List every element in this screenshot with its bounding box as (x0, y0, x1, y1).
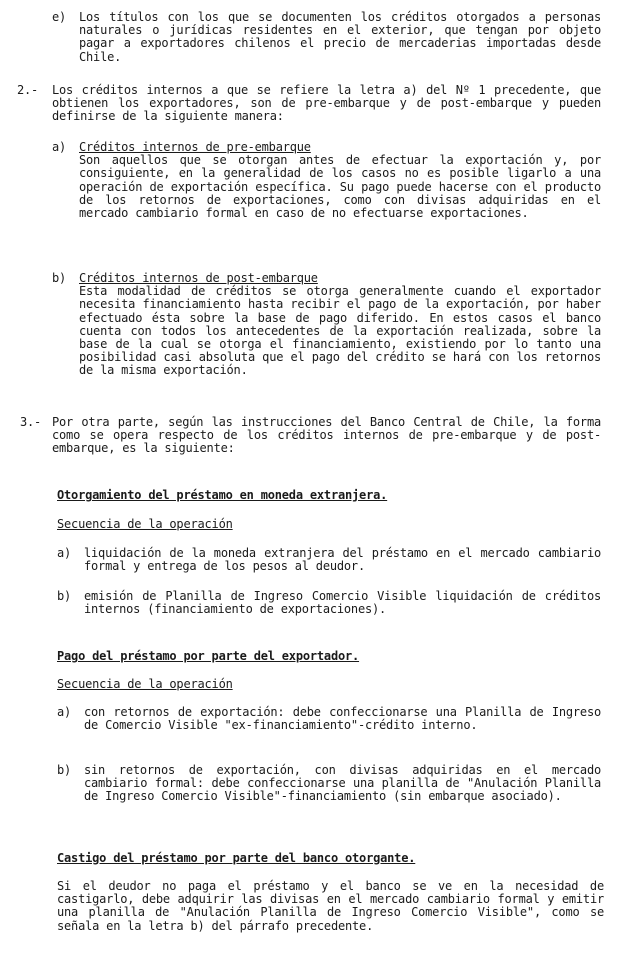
otorgamiento-item-b-text: emisión de Planilla de Ingreso Comercio Visible liquidación de créditos internos (financiamiento de exportaciones). (84, 589, 601, 617)
otorgamiento-item-a-text: liquidación de la moneda extranjera del préstamo en el mercado cambiario formal y entrega de los pesos al deudor. (84, 546, 601, 574)
item-e (52, 11, 601, 64)
pago-subheading: Secuencia de la operación (57, 677, 233, 691)
pago-item-a-text: con retornos de exportación: debe confeccionarse una Planilla de Ingreso de Comercio Visible "ex-financiamiento"-crédito interno. (84, 705, 601, 733)
pago-item-b-text: sin retornos de exportación, con divisas adquiridas en el mercado cambiario formal: debe confeccionarse una planilla de "Anulación Planilla de Ingreso Comercio Visible"-financiamiento (sin embarque asociado). (84, 763, 601, 804)
otorgamiento-subheading: Secuencia de la operación (57, 517, 233, 531)
section-2 (17, 84, 601, 124)
pago-item-b (57, 764, 601, 804)
item-e-marker: e) (52, 10, 67, 24)
section-2-text: Los créditos internos a que se refiere la letra a) del Nº 1 precedente, que obtienen los exportadores, son de pre-embarque y de post-embarque y pueden definirse de la siguiente manera: (52, 83, 601, 124)
pago-item-b-marker: b) (57, 763, 72, 777)
section-2-item-a-marker: a) (52, 140, 67, 154)
otorgamiento-heading: Otorgamiento del préstamo en moneda extranjera. (57, 488, 388, 502)
section-2-item-b (52, 272, 601, 378)
otorgamiento-item-b-marker: b) (57, 589, 72, 603)
section-2-item-b-marker: b) (52, 271, 67, 285)
section-2-number: 2.- (17, 83, 39, 97)
otorgamiento-item-a (57, 547, 601, 573)
section-3-number: 3.- (20, 415, 42, 429)
section-3 (20, 416, 601, 456)
pre-embarque-text: Son aquellos que se otorgan antes de efectuar la exportación y, por consiguiente, en la generalidad de los casos no es posible ligarlo a una operación de exportación específica. Su pago puede hacerse con el producto de los retornos de exportaciones, como con divisas adquiridas en el mercado cambiario formal en caso de no efectuarse exportaciones. (79, 153, 601, 221)
otorgamiento-item-b (57, 590, 601, 616)
otorgamiento-item-a-marker: a) (57, 546, 72, 560)
item-e-text: Los títulos con los que se documenten los créditos otorgados a personas naturales o jurídicas residentes en el exterior, que tengan por objeto pagar a exportadores chilenos el precio de mercaderias importadas desde Chile. (79, 10, 601, 64)
castigo-heading: Castigo del préstamo por parte del banco otorgante. (57, 851, 416, 865)
post-embarque-text: Esta modalidad de créditos se otorga generalmente cuando el exportador necesita financiamiento hasta recibir el pago de la exportación, por haber efectuado ésta sobre la base de pago diferido. En estos casos el banco cuenta con todos los antecedentes de la exportación realizada, sobre la base de la cual se otorga el financiamiento, existiendo por lo tanto una posibilidad casi absoluta que el pago del crédito se hará con los retornos de la misma exportación. (79, 284, 601, 378)
post-embarque-title: Créditos internos de post-embarque (79, 271, 318, 285)
castigo-text: Si el deudor no paga el préstamo y el banco se ve en la necesidad de castigarlo, debe adquirir las divisas en el mercado cambiario formal y emitir una planilla de "Anulación Planilla de Ingreso Comercio Visible", como se señala en la letra b) del párrafo precedente. (57, 879, 604, 933)
pago-heading: Pago del préstamo por parte del exportador. (57, 649, 360, 663)
pago-item-a (57, 706, 601, 732)
section-2-item-a (52, 141, 601, 220)
pago-item-a-marker: a) (57, 705, 72, 719)
section-3-text: Por otra parte, según las instrucciones del Banco Central de Chile, la forma como se opera respecto de los créditos internos de pre-embarque y de post-embarque, es la siguiente: (52, 415, 601, 456)
pre-embarque-title: Créditos internos de pre-embarque (79, 140, 311, 154)
